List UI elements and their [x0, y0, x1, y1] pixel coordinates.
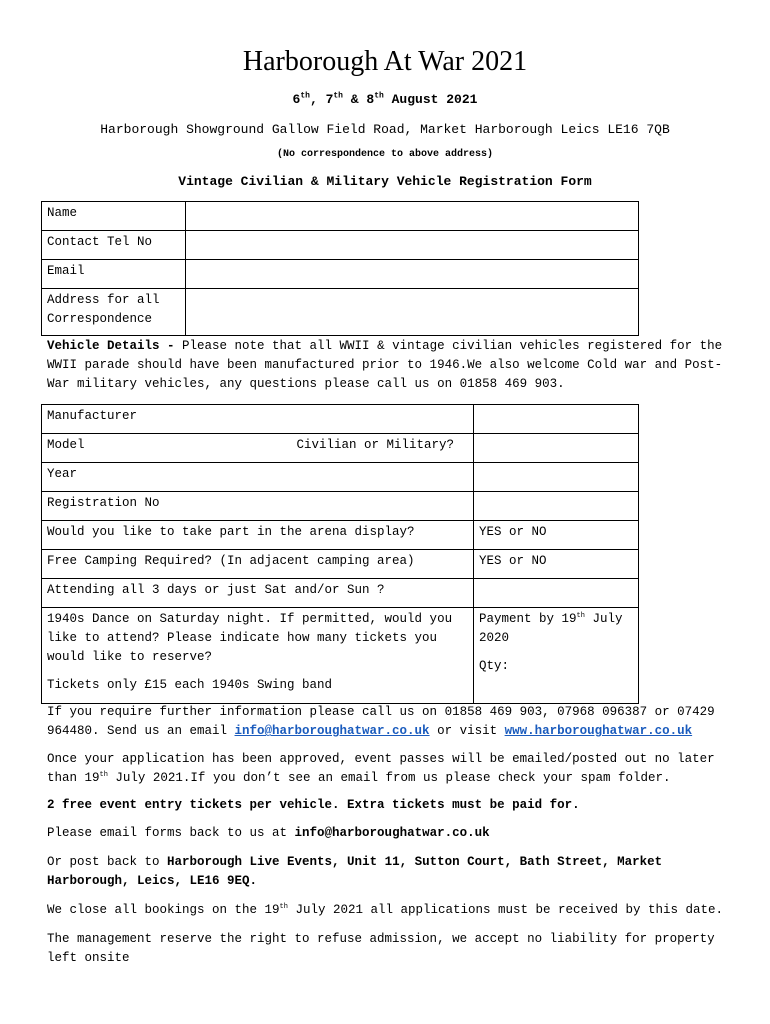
vehicle-details-paragraph	[47, 337, 737, 394]
payment-text: Payment by 19	[479, 612, 577, 626]
table-row	[42, 289, 639, 336]
input-name[interactable]	[186, 202, 639, 231]
civilian-or-military-text: Civilian or Military?	[296, 438, 455, 452]
label-arena-display: Would you like to take part in the arena display?	[42, 521, 474, 550]
email-back-address: info@harboroughatwar.co.uk	[294, 826, 490, 840]
table-row	[42, 521, 639, 550]
date-text: 6	[292, 92, 301, 107]
date-sup: th	[374, 91, 384, 101]
input-email[interactable]	[186, 260, 639, 289]
date-text: & 8	[342, 92, 375, 107]
label-year: Year	[42, 463, 474, 492]
close-text: We close all bookings on the 19	[47, 903, 280, 917]
input-registration[interactable]	[474, 492, 639, 521]
info-paragraph	[47, 703, 737, 741]
model-text: Model	[47, 438, 85, 452]
contact-table	[41, 201, 639, 336]
date-sup: th	[333, 91, 343, 101]
info-text: or visit	[429, 724, 505, 738]
management-notice: The management reserve the right to refuse admission, we accept no liability for property left onsite	[47, 932, 715, 965]
qty-label: Qty:	[479, 659, 510, 673]
date-text: August 2021	[383, 92, 478, 107]
label-free-camping: Free Camping Required? (In adjacent camping area)	[42, 550, 474, 579]
page-title: Harborough At War 2021	[242, 46, 528, 77]
close-text: July 2021 all applications must be received by this date.	[287, 903, 724, 917]
close-bookings-paragraph	[47, 901, 737, 920]
label-model	[42, 434, 474, 463]
email-back-text: Please email forms back to us at	[47, 826, 295, 840]
table-row	[42, 231, 639, 260]
venue-address: Harborough Showground Gallow Field Road, Market Harborough Leics LE16 7QB	[100, 122, 670, 137]
table-row	[42, 492, 639, 521]
table-row	[42, 434, 639, 463]
email-back-paragraph	[47, 824, 737, 843]
info-text: If you require further information please call us on 01858 469 903, 07968 096387 or 07429 964480. Send us an email	[47, 705, 715, 738]
input-year[interactable]	[474, 463, 639, 492]
label-email: Email	[42, 260, 186, 289]
input-model[interactable]	[474, 434, 639, 463]
date-text: , 7	[309, 92, 334, 107]
arena-yes-no[interactable]: YES or NO	[474, 521, 639, 550]
table-row	[42, 202, 639, 231]
dance-payment-cell[interactable]	[474, 608, 639, 704]
post-back-text: Or post back to	[47, 855, 168, 869]
table-row	[42, 550, 639, 579]
input-address[interactable]	[186, 289, 639, 336]
label-manufacturer: Manufacturer	[42, 405, 474, 434]
camping-yes-no[interactable]: YES or NO	[474, 550, 639, 579]
input-manufacturer[interactable]	[474, 405, 639, 434]
vehicle-details-text: Please note that all WWII & vintage civilian vehicles registered for the WWII parade should have been manufactured prior to 1946.We also welcome Cold war and Post-War military vehicles, any questions please call us on 01858 469 903.	[47, 339, 723, 391]
label-address: Address for all Correspondence	[42, 289, 186, 336]
dance-question: 1940s Dance on Saturday night. If permitted, would you like to attend? Please indicate how many tickets you would like to reserve?	[47, 612, 453, 664]
table-row	[42, 463, 639, 492]
payment-sup: th	[576, 611, 585, 620]
table-row	[42, 260, 639, 289]
label-name: Name	[42, 202, 186, 231]
approval-paragraph	[47, 750, 737, 788]
event-dates	[0, 92, 770, 107]
vehicle-details-heading: Vehicle Details -	[47, 339, 175, 353]
label-contact-tel: Contact Tel No	[42, 231, 186, 260]
label-1940s-dance	[42, 608, 474, 704]
website-link[interactable]: www.harboroughatwar.co.uk	[504, 724, 693, 738]
input-contact-tel[interactable]	[186, 231, 639, 260]
approval-text: Once your application has been approved, event passes will be emailed/posted out no later than 19	[47, 752, 715, 785]
table-row	[42, 608, 639, 704]
dance-tickets-price: Tickets only £15 each 1940s Swing band	[47, 678, 333, 692]
label-registration: Registration No	[42, 492, 474, 521]
input-attending-days[interactable]	[474, 579, 639, 608]
payment-deadline	[479, 610, 633, 648]
close-sup: th	[279, 902, 288, 911]
vehicle-table	[41, 404, 639, 704]
payment-text: July 2020	[479, 612, 623, 645]
date-sup: th	[300, 91, 310, 101]
correspondence-note: (No correspondence to above address)	[276, 149, 494, 160]
table-row	[42, 405, 639, 434]
free-tickets-notice: 2 free event entry tickets per vehicle. Extra tickets must be paid for.	[47, 798, 580, 812]
post-back-address: Harborough Live Events, Unit 11, Sutton Court, Bath Street, Market Harborough, Leics, LE16 9EQ.	[47, 855, 663, 888]
approval-sup: th	[99, 770, 108, 779]
info-email-link[interactable]: info@harboroughatwar.co.uk	[234, 724, 430, 738]
form-title: Vintage Civilian & Military Vehicle Registration Form	[178, 174, 592, 189]
label-attending-days: Attending all 3 days or just Sat and/or Sun ?	[42, 579, 474, 608]
approval-text: July 2021.If you don’t see an email from us please check your spam folder.	[107, 771, 671, 785]
post-back-paragraph	[47, 853, 737, 891]
table-row	[42, 579, 639, 608]
